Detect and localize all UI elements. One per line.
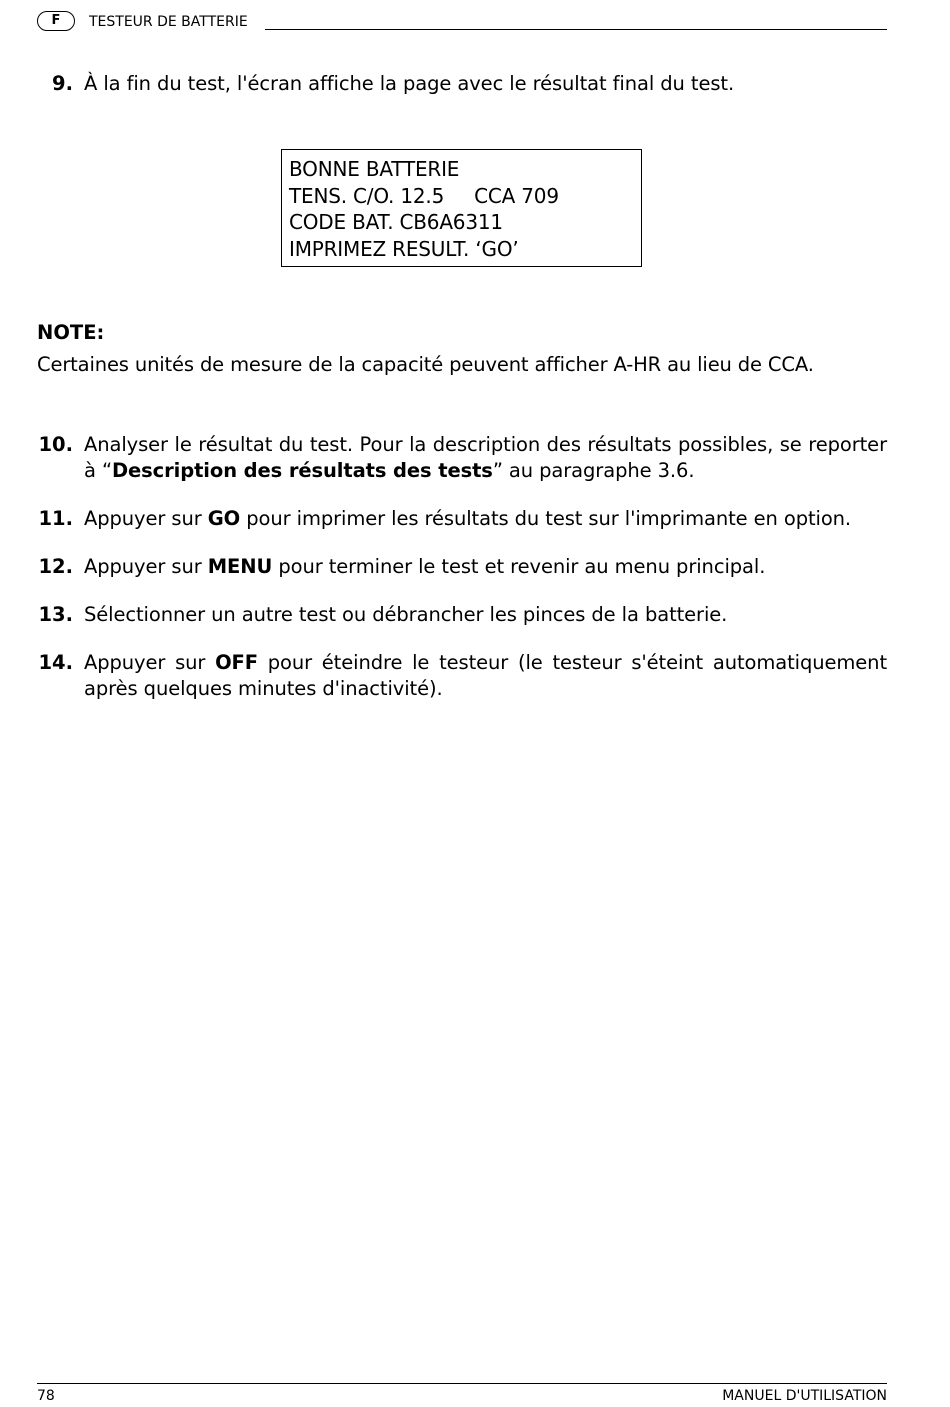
section-reference: Description des résultats des tests	[111, 459, 493, 482]
step-10	[37, 432, 887, 484]
screen-line-4: IMPRIMEZ RESULT. ‘GO’	[289, 236, 519, 261]
step-9	[37, 71, 887, 97]
step-text: Sélectionner un autre test ou débrancher les pinces de la batterie.	[84, 603, 728, 626]
key-name: OFF	[215, 651, 258, 674]
step-11	[37, 506, 887, 532]
footer-title: MANUEL D'UTILISATION	[722, 1388, 887, 1404]
step-13	[37, 602, 887, 628]
step-number: 9.	[52, 72, 73, 95]
step-text: Appuyer sur OFF pour éteindre le testeur (le testeur s'éteint automatiquement après quelques minutes d'inactivité).	[84, 651, 887, 700]
step-number: 12.	[38, 555, 73, 578]
voltage-reading: TENS. C/O. 12.5	[289, 183, 445, 208]
note-title: NOTE:	[37, 321, 105, 344]
step-number: 10.	[38, 433, 73, 456]
screen-line-3: CODE BAT. CB6A6311	[289, 210, 503, 234]
key-name: GO	[207, 507, 241, 530]
step-14	[37, 650, 887, 702]
screen-line-1: BONNE BATTERIE	[289, 157, 460, 181]
cca-reading: CCA 709	[474, 183, 559, 208]
page-number: 78	[37, 1388, 55, 1404]
key-name: MENU	[207, 555, 273, 578]
step-number: 11.	[38, 507, 73, 530]
screen-line-2	[289, 183, 634, 210]
step-12	[37, 554, 887, 580]
step-number: 13.	[38, 603, 73, 626]
tester-display-screen	[281, 149, 642, 267]
note-text: Certaines unités de mesure de la capacité peuvent afficher A-HR au lieu de CCA.	[37, 353, 814, 376]
header-rule	[265, 29, 887, 30]
page-header	[37, 10, 887, 36]
footer-rule	[37, 1383, 887, 1384]
step-text: À la fin du test, l'écran affiche la page avec le résultat final du test.	[84, 72, 735, 95]
step-text: Analyser le résultat du test. Pour la description des résultats possibles, se reporter à “Description des résultats des tests” au paragraphe 3.6.	[84, 433, 887, 482]
language-badge: F	[37, 11, 75, 31]
header-title: TESTEUR DE BATTERIE	[89, 14, 248, 30]
step-text: Appuyer sur GO pour imprimer les résultats du test sur l'imprimante en option.	[84, 507, 852, 530]
step-text: Appuyer sur MENU pour terminer le test et revenir au menu principal.	[84, 555, 766, 578]
step-number: 14.	[38, 651, 73, 674]
